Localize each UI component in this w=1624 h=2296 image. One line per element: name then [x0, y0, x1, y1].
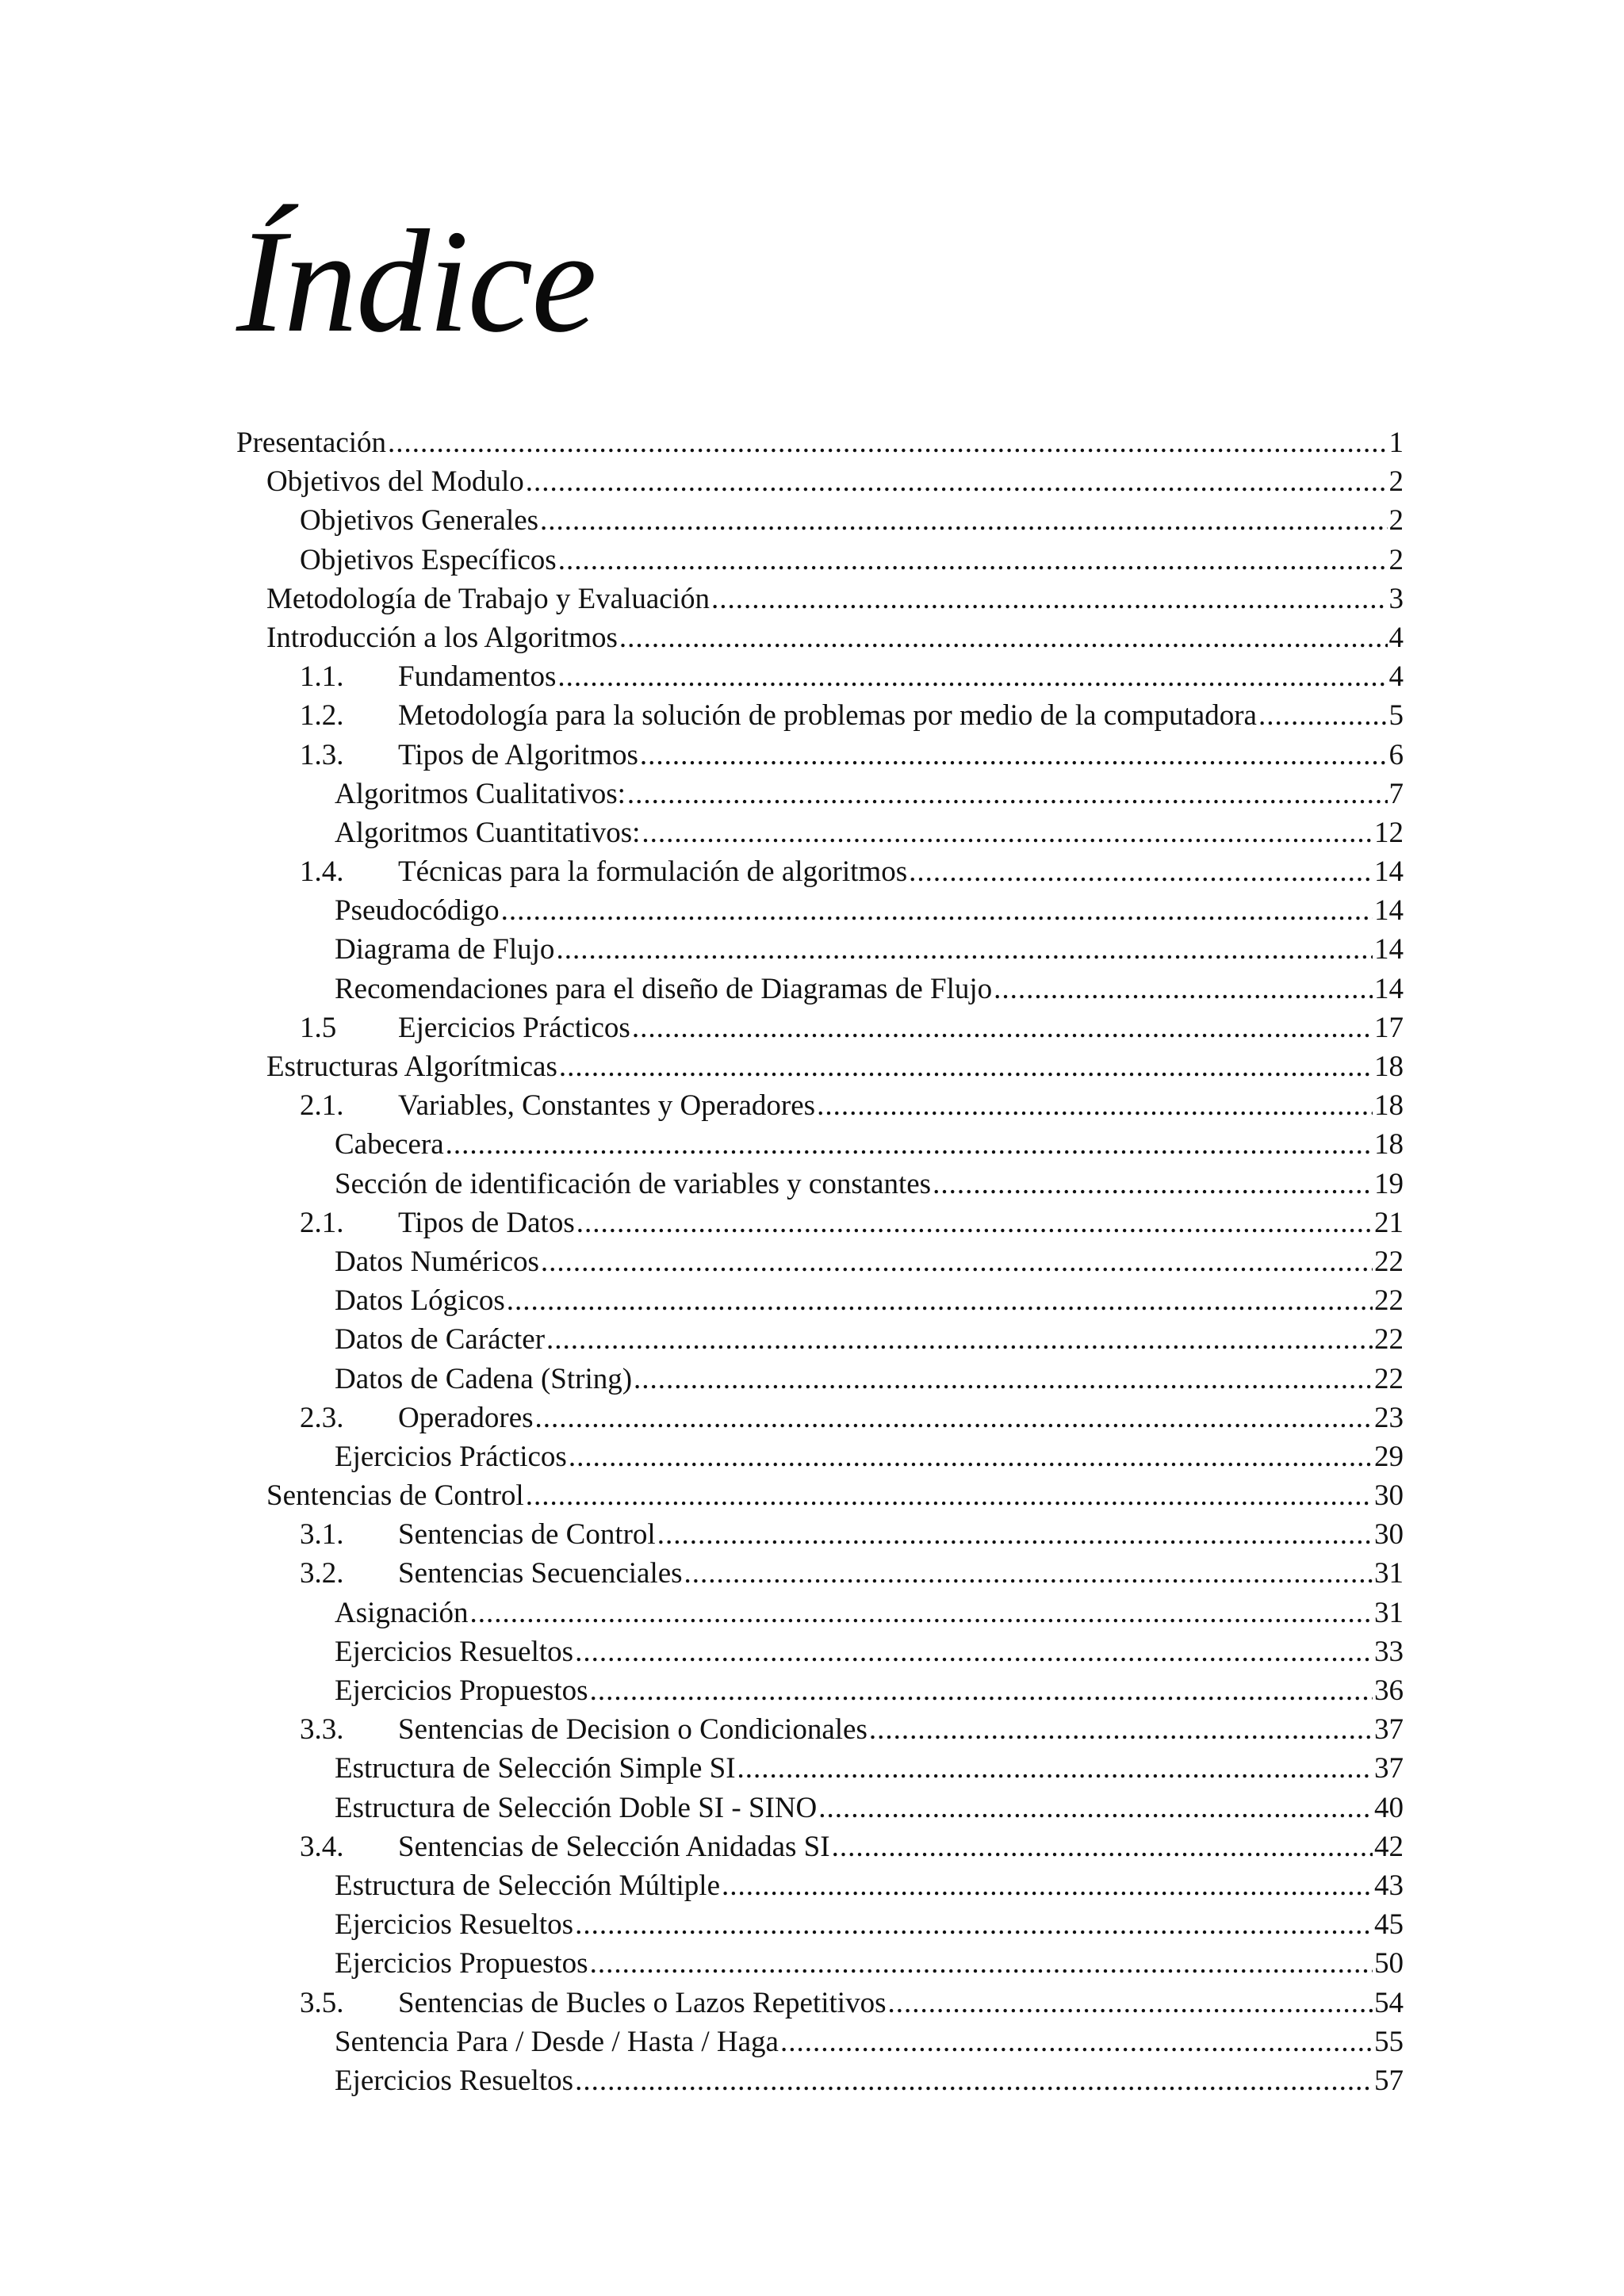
toc-dot-leader [575, 1905, 1373, 1944]
toc-page-number: 22 [1374, 1362, 1404, 1395]
toc-dot-leader [632, 1008, 1373, 1047]
toc-entry[interactable] [236, 813, 1404, 852]
toc-entry-label: Diagrama de Flujo [335, 933, 555, 966]
toc-entry[interactable] [236, 1165, 1404, 1203]
toc-entry-label: Presentación [236, 427, 387, 459]
toc-entry-label: Datos de Cadena (String) [335, 1362, 633, 1395]
toc-dot-leader [558, 541, 1388, 580]
toc-entry[interactable] [236, 1554, 1404, 1593]
toc-entry-label: Ejercicios Prácticos [398, 1011, 630, 1044]
toc-page-number: 45 [1374, 1908, 1404, 1942]
toc-entry-number: 3.1. [300, 1518, 344, 1552]
toc-page-number: 4 [1388, 621, 1404, 654]
toc-dot-leader [470, 1594, 1373, 1632]
toc-entry-label: Tipos de Datos [398, 1206, 575, 1239]
toc-entry-label: Algoritmos Cualitativos: [335, 777, 626, 810]
toc-entry[interactable] [236, 541, 1404, 580]
toc-page-number: 30 [1374, 1479, 1404, 1513]
toc-entry-number: 3.5. [300, 1986, 344, 2019]
toc-entry-number: 3.2. [300, 1557, 344, 1590]
toc-dot-leader [909, 852, 1373, 891]
toc-dot-leader [817, 1086, 1373, 1125]
toc-page-number: 22 [1374, 1284, 1404, 1318]
toc-entry-label: Objetivos Específicos [300, 543, 557, 576]
toc-page-number: 14 [1374, 894, 1404, 928]
toc-entry-label: Ejercicios Prácticos [335, 1440, 567, 1473]
toc-dot-leader [780, 2022, 1373, 2061]
toc-dot-leader [576, 1203, 1373, 1242]
toc-entry-label: Variables, Constantes y Operadores [398, 1089, 816, 1123]
toc-entry[interactable] [236, 1086, 1404, 1125]
toc-entry[interactable] [236, 1125, 1404, 1164]
toc-entry[interactable] [236, 462, 1404, 501]
toc-page-number: 14 [1374, 855, 1404, 889]
toc-page-number: 55 [1374, 2025, 1404, 2058]
toc-entry[interactable] [236, 1360, 1404, 1399]
toc-page-number: 30 [1374, 1518, 1404, 1552]
toc-entry[interactable] [236, 2022, 1404, 2061]
toc-entry-label: Sentencias de Control [398, 1518, 656, 1552]
toc-entry[interactable] [236, 852, 1404, 891]
toc-entry[interactable] [236, 1944, 1404, 1983]
toc-entry[interactable] [236, 1242, 1404, 1281]
toc-page-number: 4 [1388, 660, 1404, 694]
toc-entry[interactable] [236, 2061, 1404, 2100]
toc-page-number: 54 [1374, 1986, 1404, 2019]
toc-dot-leader [535, 1399, 1373, 1437]
toc-entry-label: Recomendaciones para el diseño de Diagramas de Flujo [335, 972, 993, 1005]
toc-entry[interactable] [236, 1515, 1404, 1554]
toc-entry-number: 1.4. [300, 855, 344, 889]
toc-dot-leader [642, 813, 1373, 852]
toc-dot-leader [1258, 696, 1388, 735]
toc-dot-leader [507, 1281, 1373, 1320]
toc-entry-label: Ejercicios Propuestos [335, 1947, 588, 1980]
toc-page-number: 19 [1374, 1167, 1404, 1200]
toc-entry-label: Tipos de Algoritmos [398, 738, 638, 771]
toc-entry[interactable] [236, 1905, 1404, 1944]
toc-page-number: 14 [1374, 933, 1404, 966]
toc-page-number: 3 [1388, 582, 1404, 615]
toc-page-number: 7 [1388, 777, 1404, 810]
toc-entry[interactable] [236, 657, 1404, 696]
toc-entry[interactable] [236, 580, 1404, 618]
toc-entry[interactable] [236, 1594, 1404, 1632]
toc-entry-number: 1.3. [300, 738, 344, 771]
toc-dot-leader [388, 423, 1387, 462]
toc-entry[interactable] [236, 1749, 1404, 1788]
toc-entry[interactable] [236, 736, 1404, 775]
toc-dot-leader [590, 1671, 1373, 1710]
toc-entry-number: 1.5 [300, 1011, 337, 1044]
toc-entry-label: Datos Lógicos [335, 1284, 505, 1318]
toc-dot-leader [634, 1360, 1373, 1399]
toc-entry[interactable] [236, 1320, 1404, 1359]
toc-dot-leader [888, 1984, 1373, 2022]
toc-entry-label: Estructura de Selección Múltiple [335, 1869, 720, 1902]
toc-dot-leader [526, 1476, 1373, 1515]
toc-entry-label: Objetivos Generales [300, 504, 539, 538]
toc-dot-leader [559, 1047, 1373, 1086]
toc-entry-label: Sentencias de Bucles o Lazos Repetitivos [398, 1986, 887, 2019]
toc-page-number: 18 [1374, 1128, 1404, 1161]
toc-page-number: 2 [1388, 543, 1404, 576]
toc-dot-leader [933, 1165, 1373, 1203]
toc-dot-leader [869, 1710, 1373, 1749]
toc-entry[interactable] [236, 930, 1404, 969]
toc-entry[interactable] [236, 1047, 1404, 1086]
toc-entry[interactable] [236, 1008, 1404, 1047]
toc-page-number: 31 [1374, 1596, 1404, 1629]
toc-entry-label: Sentencias de Control [266, 1479, 524, 1513]
toc-entry-label: Sección de identificación de variables y constantes [335, 1167, 932, 1200]
toc-entry[interactable] [236, 1203, 1404, 1242]
toc-dot-leader [590, 1944, 1373, 1983]
toc-page-number: 21 [1374, 1206, 1404, 1239]
toc-page-number: 57 [1374, 2064, 1404, 2097]
toc-dot-leader [541, 1242, 1373, 1281]
toc-page-number: 18 [1374, 1050, 1404, 1083]
toc-page-number: 6 [1388, 738, 1404, 771]
toc-dot-leader [711, 580, 1387, 618]
toc-entry-label: Ejercicios Resueltos [335, 1635, 574, 1668]
toc-entry-label: Estructuras Algorítmicas [266, 1050, 557, 1083]
toc-dot-leader [722, 1866, 1373, 1905]
toc-page-number: 50 [1374, 1947, 1404, 1980]
toc-entry-label: Estructura de Selección Simple SI [335, 1752, 736, 1785]
toc-entry-number: 3.4. [300, 1830, 344, 1863]
toc-page-number: 42 [1374, 1830, 1404, 1863]
toc-entry-label: Objetivos del Modulo [266, 465, 524, 499]
toc-page-number: 36 [1374, 1674, 1404, 1707]
toc-entry-number: 1.1. [300, 660, 344, 694]
toc-entry[interactable] [236, 501, 1404, 540]
toc-entry-label: Metodología de Trabajo y Evaluación [266, 582, 710, 615]
toc-dot-leader [994, 970, 1373, 1008]
toc-page-number: 29 [1374, 1440, 1404, 1473]
toc-entry[interactable] [236, 1866, 1404, 1905]
toc-page-number: 12 [1374, 816, 1404, 849]
toc-entry[interactable] [236, 1710, 1404, 1749]
toc-dot-leader [575, 2061, 1373, 2100]
toc-page-number: 2 [1388, 504, 1404, 538]
toc-entry-label: Ejercicios Propuestos [335, 1674, 588, 1707]
toc-entry-number: 2.1. [300, 1089, 344, 1123]
toc-entry[interactable] [236, 891, 1404, 930]
toc-page-number: 43 [1374, 1869, 1404, 1902]
toc-page-number: 37 [1374, 1713, 1404, 1747]
toc-entry-label: Datos Numéricos [335, 1245, 539, 1278]
toc-entry-label: Metodología para la solución de problemas por medio de la computadora [398, 699, 1257, 733]
toc-entry-label: Ejercicios Resueltos [335, 1908, 574, 1942]
toc-dot-leader [832, 1827, 1373, 1866]
toc-entry-label: Sentencias de Decision o Condicionales [398, 1713, 868, 1747]
toc-entry-label: Operadores [398, 1401, 534, 1434]
toc-page-number: 33 [1374, 1635, 1404, 1668]
toc-dot-leader [684, 1554, 1373, 1593]
page-title: Índice [236, 200, 596, 363]
toc-entry-label: Algoritmos Cuantitativos: [335, 816, 641, 849]
table-of-contents [236, 423, 1404, 2100]
toc-entry[interactable] [236, 1671, 1404, 1710]
toc-entry[interactable] [236, 1632, 1404, 1671]
toc-entry-label: Fundamentos [398, 660, 557, 694]
toc-dot-leader [526, 462, 1388, 501]
toc-entry[interactable] [236, 696, 1404, 735]
toc-dot-leader [575, 1632, 1373, 1671]
toc-page-number: 5 [1388, 699, 1404, 733]
toc-page-number: 2 [1388, 465, 1404, 499]
toc-entry-number: 1.2. [300, 699, 344, 733]
toc-entry-label: Cabecera [335, 1128, 444, 1161]
toc-entry-label: Asignación [335, 1596, 469, 1629]
toc-page-number: 23 [1374, 1401, 1404, 1434]
toc-entry-number: 3.3. [300, 1713, 344, 1747]
toc-entry[interactable] [236, 1399, 1404, 1437]
toc-entry-label: Datos de Carácter [335, 1323, 546, 1357]
toc-page-number: 22 [1374, 1323, 1404, 1357]
toc-entry-label: Estructura de Selección Doble SI - SINO [335, 1791, 818, 1824]
toc-entry[interactable] [236, 970, 1404, 1008]
toc-dot-leader [627, 775, 1388, 813]
toc-entry-label: Sentencias de Selección Anidadas SI [398, 1830, 830, 1863]
toc-entry-label: Ejercicios Resueltos [335, 2064, 574, 2097]
toc-entry-label: Sentencia Para / Desde / Hasta / Haga [335, 2025, 779, 2058]
toc-dot-leader [619, 618, 1388, 657]
toc-dot-leader [501, 891, 1373, 930]
toc-page-number: 1 [1388, 427, 1404, 459]
toc-entry-number: 2.1. [300, 1206, 344, 1239]
toc-entry[interactable] [236, 1281, 1404, 1320]
toc-dot-leader [540, 501, 1387, 540]
toc-dot-leader [657, 1515, 1373, 1554]
toc-dot-leader [640, 736, 1388, 775]
toc-dot-leader [556, 930, 1373, 969]
toc-page-number: 31 [1374, 1557, 1404, 1590]
toc-entry[interactable] [236, 1789, 1404, 1827]
toc-page-number: 18 [1374, 1089, 1404, 1123]
toc-entry[interactable] [236, 775, 1404, 813]
toc-entry[interactable] [236, 1827, 1404, 1866]
toc-page-number: 17 [1374, 1011, 1404, 1044]
toc-entry[interactable] [236, 1476, 1404, 1515]
toc-entry[interactable] [236, 1437, 1404, 1476]
toc-dot-leader [569, 1437, 1373, 1476]
toc-page-number: 14 [1374, 972, 1404, 1005]
toc-entry[interactable] [236, 618, 1404, 657]
toc-dot-leader [446, 1125, 1373, 1164]
toc-entry-number: 2.3. [300, 1401, 344, 1434]
toc-entry-label: Pseudocódigo [335, 894, 500, 928]
toc-entry[interactable] [236, 1984, 1404, 2022]
toc-page-number: 37 [1374, 1752, 1404, 1785]
toc-dot-leader [557, 657, 1387, 696]
toc-dot-leader [546, 1320, 1373, 1359]
toc-entry-label: Técnicas para la formulación de algoritmos [398, 855, 908, 889]
toc-page-number: 40 [1374, 1791, 1404, 1824]
toc-dot-leader [818, 1789, 1373, 1827]
toc-dot-leader [737, 1749, 1373, 1788]
toc-entry[interactable] [236, 423, 1404, 462]
toc-page-number: 22 [1374, 1245, 1404, 1278]
toc-entry-label: Sentencias Secuenciales [398, 1557, 683, 1590]
toc-entry-label: Introducción a los Algoritmos [266, 621, 618, 654]
